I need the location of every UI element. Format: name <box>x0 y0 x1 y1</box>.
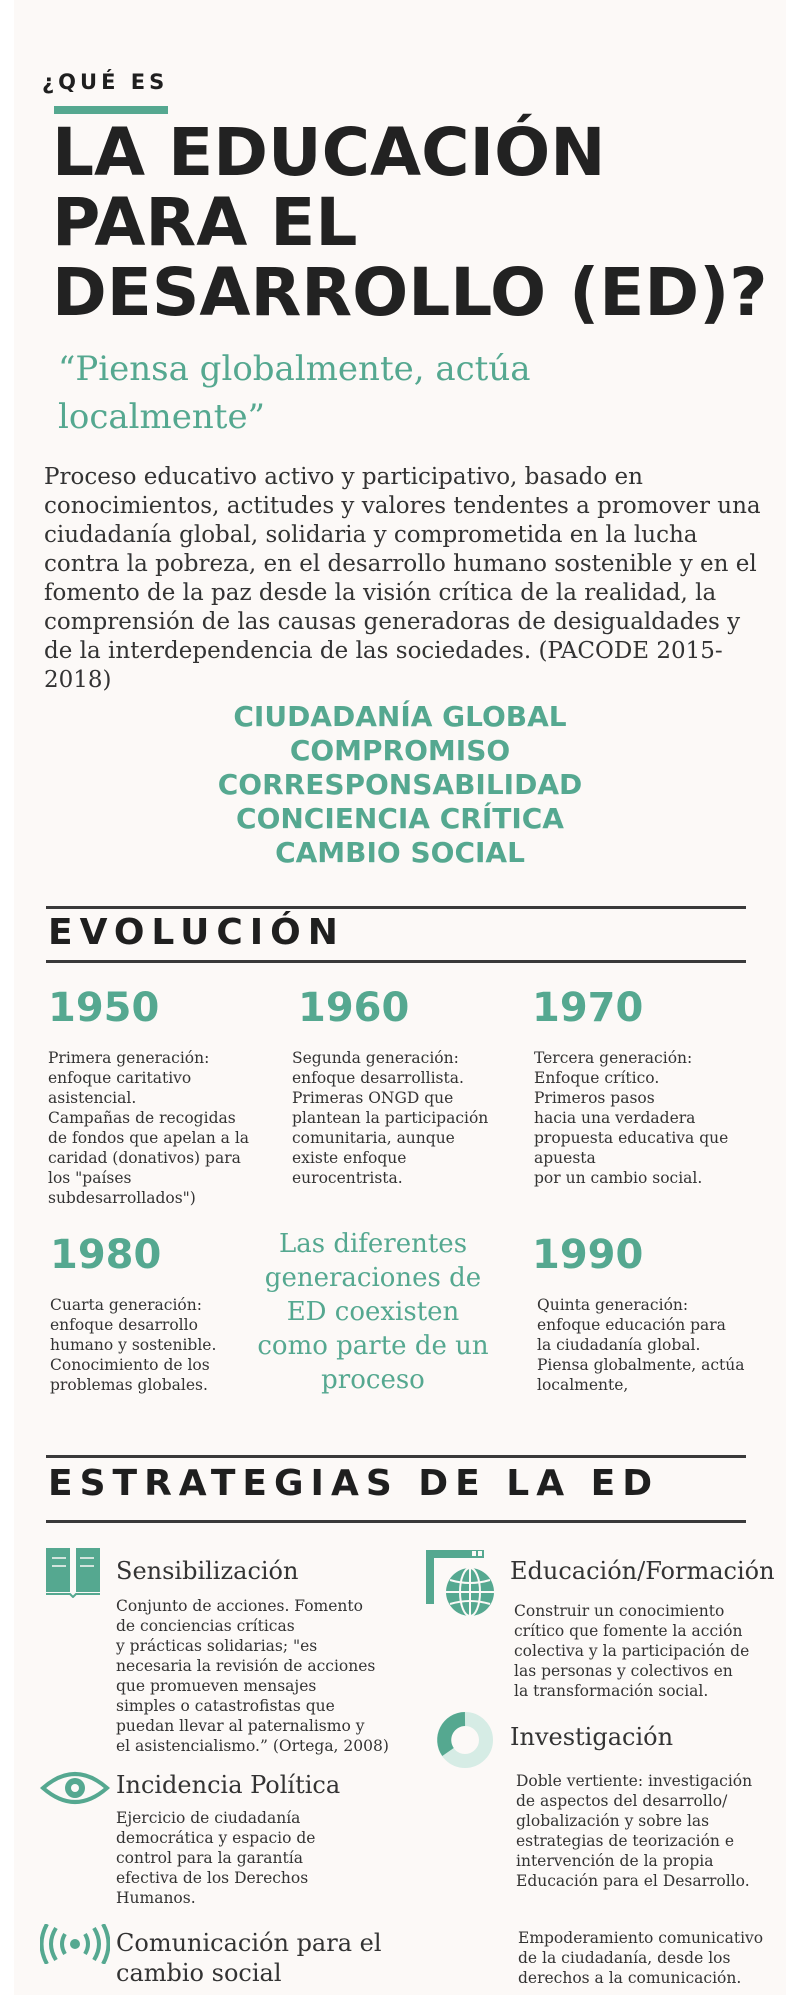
evolution-heading: EVOLUCIÓN <box>48 912 345 953</box>
page-title <box>52 114 772 331</box>
keyword-item: CONCIENCIA CRÍTICA <box>236 802 564 835</box>
strategy-educacion-text: Construir un conocimiento crítico que fomente la acción colectiva y la participación de las personas y colectivos en la transformación social. <box>514 1602 750 1700</box>
kicker-label: ¿QUÉ ES <box>42 70 169 94</box>
year-1980-text: Cuarta generación: enfoque desarrollo humano y sostenible. Conocimiento de los problemas globales. <box>50 1296 217 1394</box>
quote-line-1: “Piensa globalmente, actúa <box>58 349 531 389</box>
generations-note: Las diferentes generaciones de ED coexisten como parte de un proceso <box>257 1229 489 1395</box>
keyword-item: COMPROMISO <box>289 734 511 767</box>
strategy-incidencia-title: Incidencia Política <box>116 1771 341 1799</box>
divider-top-evolution <box>46 906 746 909</box>
year-1990-text: Quinta generación: enfoque educación para la ciudadanía global. Piensa globalmente, actúa localmente, <box>537 1296 745 1394</box>
intro-paragraph: Proceso educativo activo y participativo, basado en conocimientos, actitudes y valores tendentes a promover una ciudadanía global, solidaria y comprometida en la lucha contra la pobreza, en el desarrollo humano sostenible y en el fomento de la paz desde la visión crítica de la realidad, la comprensión de las causas generadoras de desigualdades y de la interdependencia de las sociedades. (PACODE 2015-2018) <box>44 464 761 693</box>
keyword-item: CAMBIO SOCIAL <box>275 836 525 869</box>
eye-icon <box>40 1768 110 1808</box>
title-line-2: PARA EL <box>52 184 358 261</box>
strategy-sensibilizacion-title: Sensibilización <box>116 1557 299 1585</box>
strategy-incidencia-text: Ejercicio de ciudadanía democrática y espacio de control para la garantía efectiva de los Derechos Humanos. <box>116 1809 316 1907</box>
strategy-comunicacion-title: Comunicación para el cambio social <box>116 1929 382 1987</box>
year-1980: 1980 <box>50 1232 162 1278</box>
strategy-sensibilizacion-text: Conjunto de acciones. Fomento de conciencias críticas y prácticas solidarias; "es necesaria la revisión de acciones que promueven mensajes simples o catastrofistas que puedan llevar al paternalismo y el asistencialismo.” (Ortega, 2008) <box>116 1597 389 1755</box>
title-line-1: LA EDUCACIÓN <box>52 114 606 191</box>
divider-bottom-evolution <box>46 960 746 963</box>
keyword-item: CIUDADANÍA GLOBAL <box>233 700 567 733</box>
year-1950-text: Primera generación: enfoque caritativo asistencial. Campañas de recogidas de fondos que apelan a la caridad (donativos) para los "países subdesarrollados") <box>48 1049 250 1207</box>
year-1970: 1970 <box>532 985 644 1031</box>
broadcast-icon <box>40 1924 110 1964</box>
title-line-3: DESARROLLO (ED)? <box>52 254 768 331</box>
motto-quote <box>58 345 618 441</box>
year-1960-text: Segunda generación: enfoque desarrollista. Primeras ONGD que plantean la participación comunitaria, aunque existe enfoque eurocentrista. <box>292 1049 489 1187</box>
strategy-educacion-title: Educación/Formación <box>510 1557 775 1585</box>
strategy-investigacion-title: Investigación <box>510 1723 674 1751</box>
keyword-item: CORRESPONSABILIDAD <box>217 768 583 801</box>
open-book-icon <box>44 1546 102 1598</box>
divider-bottom-strategies <box>46 1520 746 1523</box>
globe-window-icon <box>424 1548 498 1618</box>
quote-line-2: localmente” <box>58 397 265 437</box>
strategy-investigacion-text: Doble vertiente: investigación de aspectos del desarrollo/ globalización y sobre las estrategias de teorización e intervención de la propia Educación para el Desarrollo. <box>516 1772 753 1890</box>
strategy-comunicacion-text: Empoderamiento comunicativo de la ciudadanía, desde los derechos a la comunicación. <box>518 1929 764 1987</box>
year-1970-text: Tercera generación: Enfoque crítico. Primeros pasos hacia una verdadera propuesta educativa que apuesta por un cambio social. <box>534 1049 729 1187</box>
year-1990: 1990 <box>532 1232 644 1278</box>
divider-top-strategies <box>46 1455 746 1458</box>
strategies-heading: ESTRATEGIAS DE LA ED <box>48 1463 660 1504</box>
year-1950: 1950 <box>48 985 160 1031</box>
kicker-underline <box>54 106 168 114</box>
ring-chart-icon <box>436 1711 494 1769</box>
keywords-list <box>100 700 700 870</box>
year-1960: 1960 <box>298 985 410 1031</box>
